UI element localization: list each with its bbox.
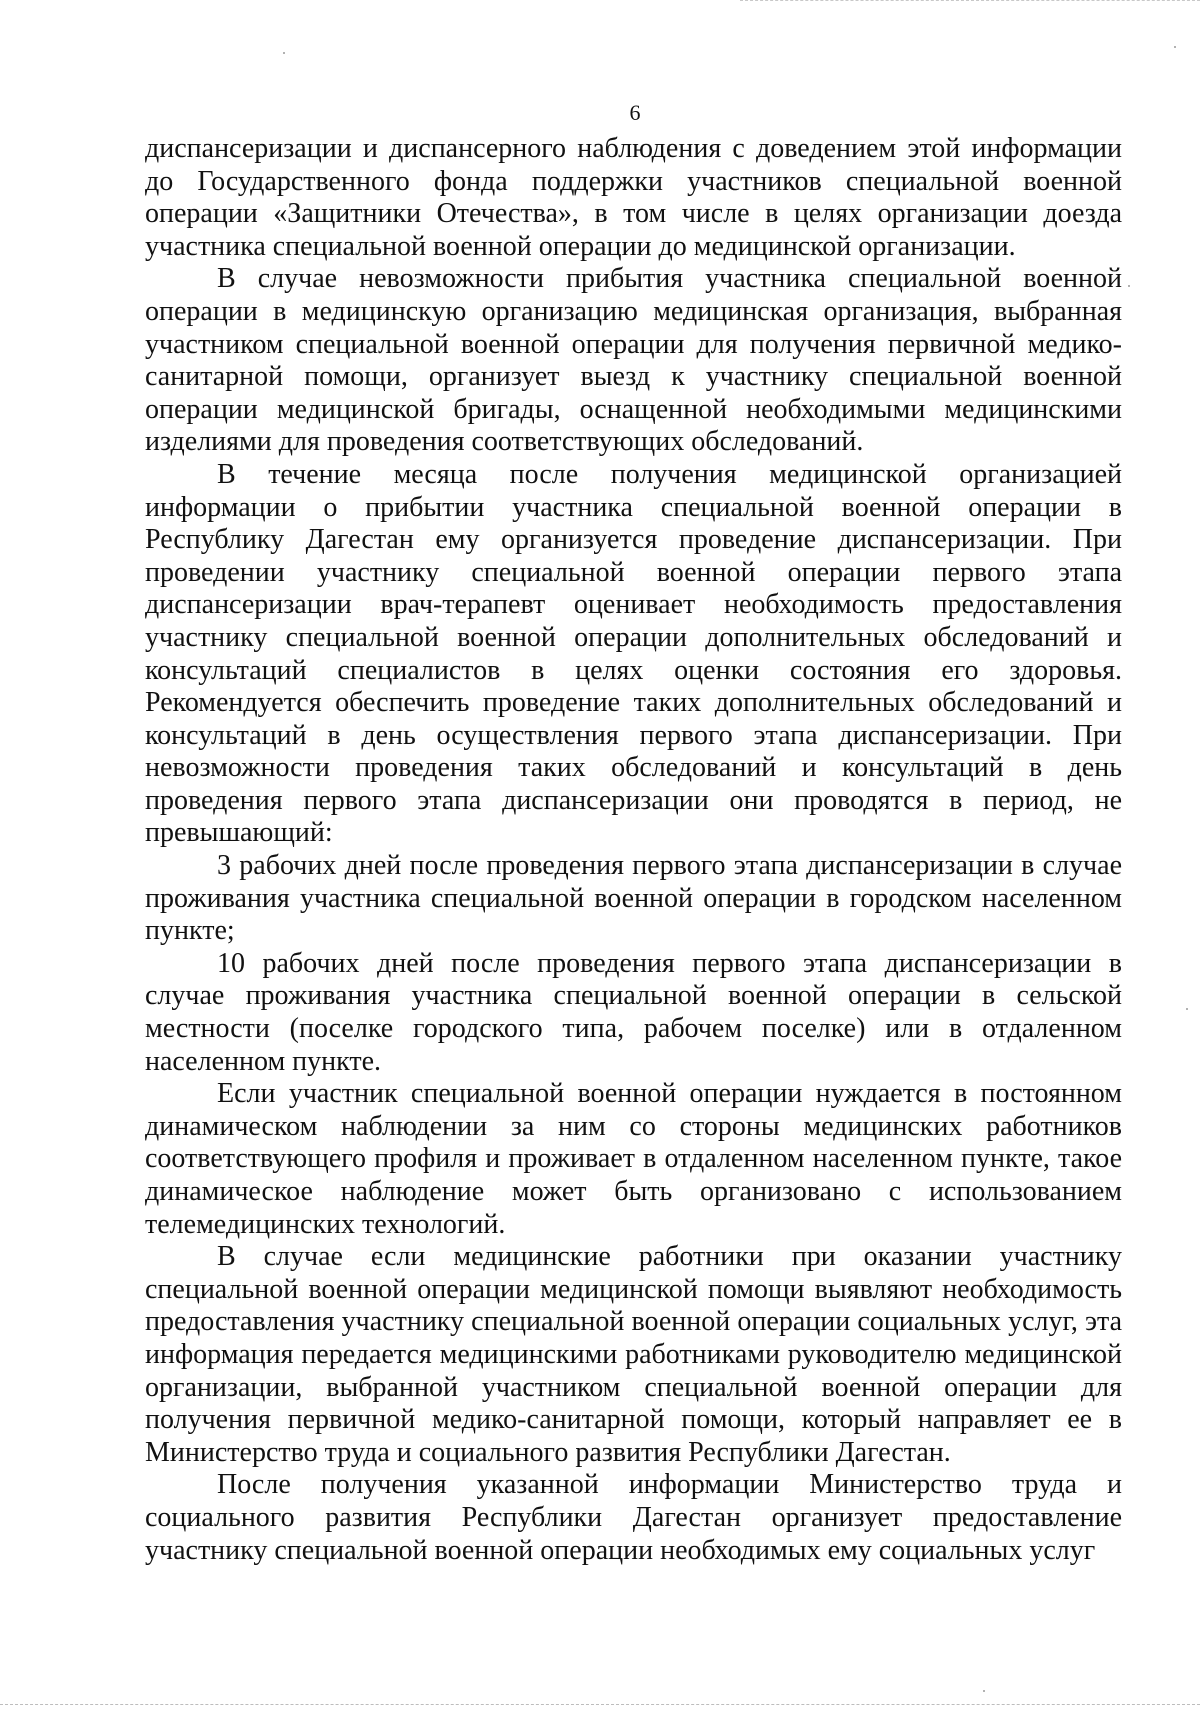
- paragraph-8: После получения указанной информации Министерство труда и социального развития Республики Дагестан организует предоставление участнику специальной военной операции необходимых ему социальных услуг: [145, 1469, 1122, 1566]
- scan-top-edge: [740, 0, 1200, 3]
- scan-speck: [283, 52, 285, 54]
- scan-speck: [1186, 1008, 1188, 1010]
- scan-speck: [1174, 46, 1176, 48]
- paragraph-5: 10 рабочих дней после проведения первого этапа диспансеризации в случае проживания участника специальной военной операции в сельской местности (поселке городского типа, рабочем поселке) или в отдаленном населенном пункте.: [145, 947, 1122, 1077]
- paragraph-2: В случае невозможности прибытия участника специальной военной операции в медицинскую организацию медицинская организация, выбранная участником специальной военной операции для получения первичной медико-санитарной помощи, организует выезд к участнику специальной военной операции медицинской бригады, оснащенной необходимыми медицинскими изделиями для проведения соответствующих обследований.: [145, 263, 1122, 458]
- paragraph-6: Если участник специальной военной операции нуждается в постоянном динамическом наблюдении за ним со стороны медицинских работников соответствующего профиля и проживает в отдаленном населенном пункте, такое динамическое наблюдение может быть организовано с использованием телемедицинских технологий.: [145, 1078, 1122, 1240]
- body-text: [145, 133, 1122, 1567]
- paragraph-3: В течение месяца после получения медицинской организацией информации о прибытии участника специальной военной операции в Республику Дагестан ему организуется проведение диспансеризации. При проведении участнику специальной военной операции первого этапа диспансеризации врач-терапевт оценивает необходимость предоставления участнику специальной военной операции дополнительных обследований и консультаций специалистов в целях оценки состояния его здоровья. Рекомендуется обеспечить проведение таких дополнительных обследований и консультаций в день осуществления первого этапа диспансеризации. При невозможности проведения таких обследований и консультаций в день проведения первого этапа диспансеризации они проводятся в период, не превышающий:: [145, 458, 1122, 849]
- scan-bottom-edge: [0, 1704, 1200, 1707]
- paragraph-4: 3 рабочих дней после проведения первого этапа диспансеризации в случае проживания участника специальной военной операции в городском населенном пункте;: [145, 850, 1122, 947]
- scan-speck: [983, 1690, 985, 1692]
- paragraph-1: диспансеризации и диспансерного наблюдения с доведением этой информации до Государственного фонда поддержки участников специальной военной операции «Защитники Отечества», в том числе в целях организации доезда участника специальной военной операции до медицинской организации.: [145, 133, 1122, 262]
- scan-speck: [1128, 285, 1130, 287]
- page-number: 6: [629, 100, 641, 125]
- paragraph-7: В случае если медицинские работники при оказании участнику специальной военной операции медицинской помощи выявляют необходимость предоставления участнику специальной военной операции социальных услуг, эта информация передается медицинскими работниками руководителю медицинской организации, выбранной участником специальной военной операции для получения первичной медико-санитарной помощи, который направляет ее в Министерство труда и социального развития Республики Дагестан.: [145, 1241, 1122, 1468]
